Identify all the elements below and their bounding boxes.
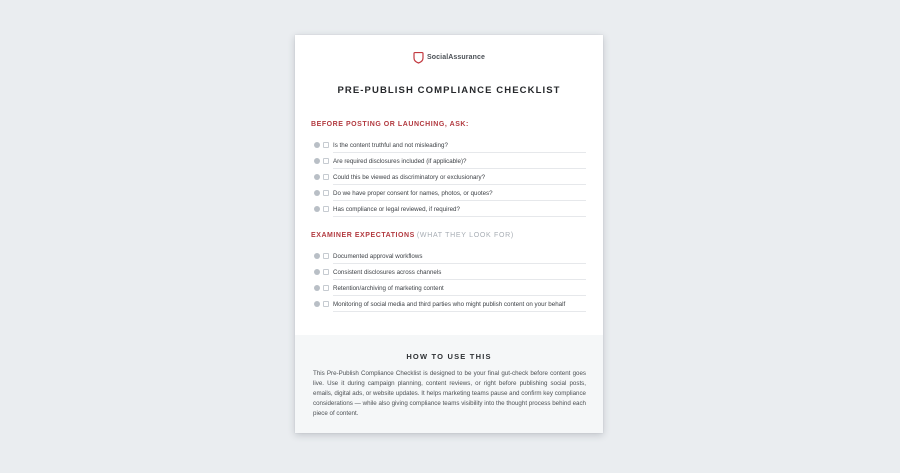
checklist-item-label: Could this be viewed as discriminatory or exclusionary? bbox=[333, 169, 586, 185]
checklist-item bbox=[311, 201, 586, 217]
checklist-item bbox=[311, 280, 586, 296]
checkbox[interactable] bbox=[323, 174, 329, 180]
checklist-item-label: Monitoring of social media and third parties who might publish content on your behalf bbox=[333, 296, 586, 312]
checklist-item bbox=[311, 153, 586, 169]
shield-icon bbox=[413, 51, 424, 64]
checkbox[interactable] bbox=[323, 285, 329, 291]
checklist-item-label: Are required disclosures included (if applicable)? bbox=[333, 153, 586, 169]
section-heading-text: EXAMINER EXPECTATIONS bbox=[311, 232, 415, 239]
checkbox[interactable] bbox=[323, 142, 329, 148]
bullet-dot-icon bbox=[314, 158, 320, 164]
how-to-use-section bbox=[295, 335, 603, 433]
checklist-item-label: Has compliance or legal reviewed, if required? bbox=[333, 201, 586, 217]
brand-logo bbox=[295, 51, 603, 64]
bullet-dot-icon bbox=[314, 206, 320, 212]
bullet-dot-icon bbox=[314, 269, 320, 275]
brand-name: SocialAssurance bbox=[427, 54, 485, 61]
section-examiner-expectations bbox=[311, 231, 586, 312]
page-title: PRE-PUBLISH COMPLIANCE CHECKLIST bbox=[337, 85, 561, 96]
checklist-item-label: Retention/archiving of marketing content bbox=[333, 280, 586, 296]
bullet-dot-icon bbox=[314, 301, 320, 307]
bullet-dot-icon bbox=[314, 285, 320, 291]
section-heading bbox=[311, 120, 586, 137]
section-heading-note: (WHAT THEY LOOK FOR) bbox=[416, 232, 514, 239]
checklist-examiner-expectations bbox=[311, 248, 586, 312]
bullet-dot-icon bbox=[314, 253, 320, 259]
how-to-use-body: This Pre-Publish Compliance Checklist is designed to be your final gut-check before content goes live. Use it during campaign planning, content reviews, or right before publishing social posts, emails, digital ads, or website updates. It helps marketing teams pause and confirm key compliance considerations — while also giving compliance teams visibility into the thought process behind each piece of content. bbox=[313, 370, 586, 418]
checkbox[interactable] bbox=[323, 190, 329, 196]
checkbox[interactable] bbox=[323, 301, 329, 307]
checkbox[interactable] bbox=[323, 269, 329, 275]
checklist-item bbox=[311, 296, 586, 312]
section-before-posting bbox=[311, 120, 586, 217]
checklist-item bbox=[311, 137, 586, 153]
checklist-item bbox=[311, 169, 586, 185]
checklist-item-label: Do we have proper consent for names, photos, or quotes? bbox=[333, 185, 586, 201]
checklist-item-label: Documented approval workflows bbox=[333, 248, 586, 264]
checklist-item bbox=[311, 248, 586, 264]
checklist-item bbox=[311, 264, 586, 280]
checkbox[interactable] bbox=[323, 253, 329, 259]
checklist-item bbox=[311, 185, 586, 201]
checkbox[interactable] bbox=[323, 158, 329, 164]
how-to-use-heading: HOW TO USE THIS bbox=[406, 352, 492, 361]
checklist-item-label: Is the content truthful and not misleading? bbox=[333, 137, 586, 153]
checkbox[interactable] bbox=[323, 206, 329, 212]
bullet-dot-icon bbox=[314, 142, 320, 148]
checklist-item-label: Consistent disclosures across channels bbox=[333, 264, 586, 280]
document-page bbox=[295, 35, 603, 433]
bullet-dot-icon bbox=[314, 190, 320, 196]
bullet-dot-icon bbox=[314, 174, 320, 180]
section-heading bbox=[311, 231, 586, 248]
checklist-before-posting bbox=[311, 137, 586, 217]
section-heading-text: BEFORE POSTING OR LAUNCHING, ASK: bbox=[311, 121, 469, 128]
